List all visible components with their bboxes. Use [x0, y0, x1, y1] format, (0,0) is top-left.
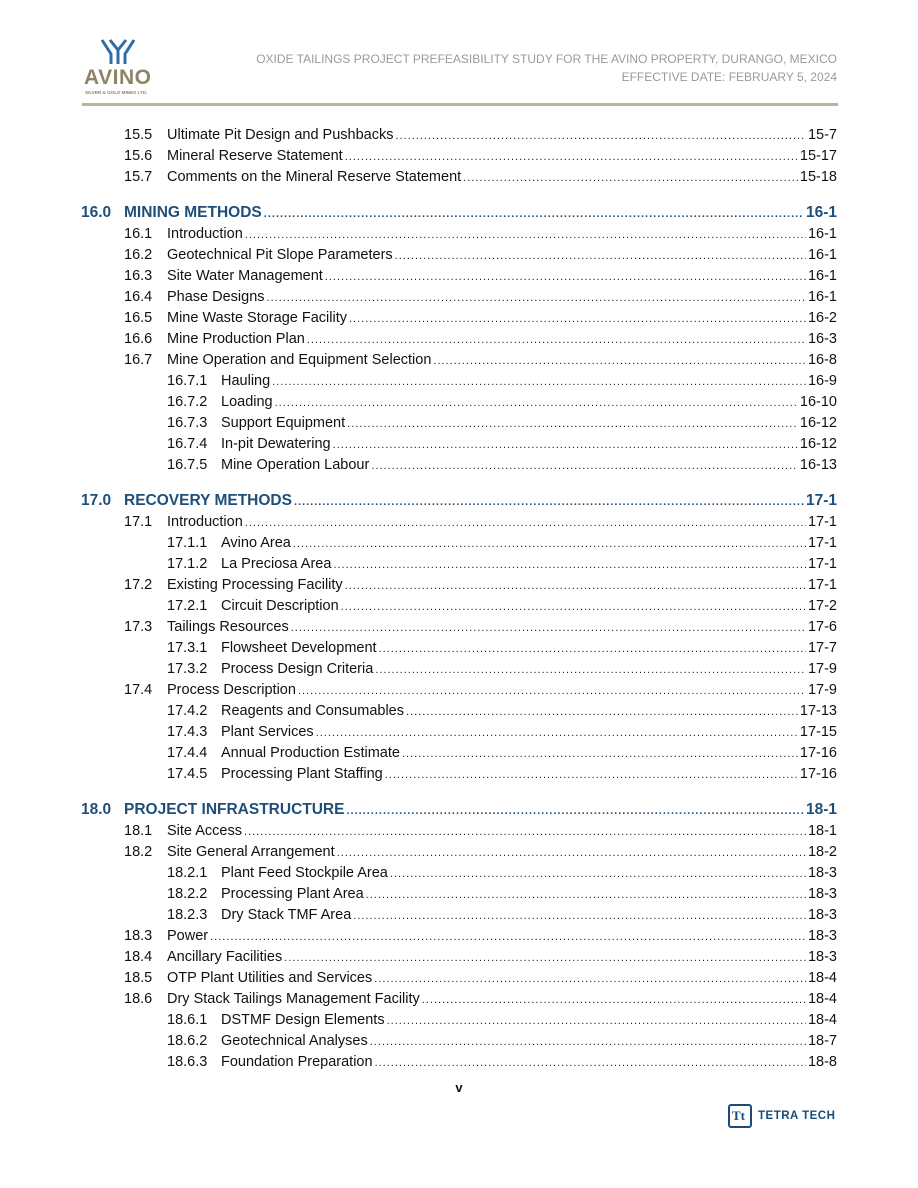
- toc-entry[interactable]: [124, 352, 837, 372]
- toc-section-title: Support Equipment: [221, 415, 346, 431]
- toc-entry[interactable]: [124, 682, 837, 702]
- toc-section-number: 16.3: [124, 268, 153, 284]
- toc-section-number: 18.2: [124, 844, 153, 860]
- toc-page-number: 16-1: [807, 268, 837, 284]
- toc-entry[interactable]: [167, 457, 837, 477]
- toc-dot-leader: [245, 517, 806, 529]
- toc-dot-leader: [245, 229, 806, 241]
- toc-section-number: 15.6: [124, 148, 153, 164]
- toc-page-number: 18-4: [807, 970, 837, 986]
- toc-dot-leader: [333, 559, 806, 571]
- toc-entry[interactable]: [167, 1012, 837, 1032]
- toc-section-title: Loading: [221, 394, 273, 410]
- toc-entry[interactable]: [167, 1054, 837, 1074]
- toc-section-title: Circuit Description: [221, 598, 339, 614]
- toc-entry[interactable]: [167, 1033, 837, 1053]
- toc-section-number: 17.4: [124, 682, 153, 698]
- toc-page-number: 16-12: [799, 415, 837, 431]
- toc-page-number: 17-1: [807, 577, 837, 593]
- toc-entry[interactable]: [124, 169, 837, 189]
- toc-dot-leader: [346, 805, 804, 817]
- toc-dot-leader: [353, 910, 806, 922]
- toc-entry[interactable]: [124, 247, 837, 267]
- toc-section-number: 16.4: [124, 289, 153, 305]
- avino-emblem-icon: [98, 38, 138, 68]
- toc-page-number: 16-1: [805, 204, 837, 221]
- toc-page-number: 18-8: [807, 1054, 837, 1070]
- toc-page-number: 17-1: [807, 514, 837, 530]
- toc-dot-leader: [366, 889, 806, 901]
- toc-dot-leader: [395, 130, 805, 142]
- toc-section-title: Site Access: [167, 823, 242, 839]
- toc-entry[interactable]: [167, 724, 837, 744]
- toc-section-number: 16.7.1: [167, 373, 208, 389]
- toc-section-title: Hauling: [221, 373, 271, 389]
- toc-dot-leader: [370, 1036, 806, 1048]
- toc-section-number: 18.1: [124, 823, 153, 839]
- toc-dot-leader: [294, 496, 804, 508]
- toc-section-title: Comments on the Mineral Reserve Statement: [167, 169, 462, 185]
- toc-entry[interactable]: [167, 661, 837, 681]
- toc-dot-leader: [267, 292, 806, 304]
- toc-section-number: 18.6: [124, 991, 153, 1007]
- logo-wordmark: AVINO: [84, 66, 152, 89]
- toc-dot-leader: [422, 994, 806, 1006]
- toc-section-number: 16.7.4: [167, 436, 208, 452]
- tetra-tech-mark-icon: Tt: [728, 1104, 752, 1128]
- toc-entry[interactable]: [124, 991, 837, 1011]
- toc-entry[interactable]: [167, 394, 837, 414]
- toc-dot-leader: [244, 826, 806, 838]
- toc-page-number: 18-3: [807, 907, 837, 923]
- toc-page-number: 18-1: [805, 801, 837, 818]
- toc-dot-leader: [284, 952, 806, 964]
- toc-section-title: DSTMF Design Elements: [221, 1012, 385, 1028]
- toc-dot-leader: [298, 685, 806, 697]
- toc-dot-leader: [291, 622, 806, 634]
- company-name: TETRA TECH: [758, 1110, 836, 1122]
- toc-section-number: 16.0: [81, 204, 112, 221]
- toc-dot-leader: [349, 313, 806, 325]
- toc-page-number: 16-1: [807, 247, 837, 263]
- toc-section-title: Dry Stack Tailings Management Facility: [167, 991, 420, 1007]
- toc-page-number: 18-3: [807, 928, 837, 944]
- toc-section-number: 17.3: [124, 619, 153, 635]
- toc-entry[interactable]: [167, 766, 837, 786]
- toc-section-number: 15.5: [124, 127, 153, 143]
- toc-section-number: 17.3.2: [167, 661, 208, 677]
- toc-section-number: 18.4: [124, 949, 153, 965]
- toc-entry[interactable]: [124, 268, 837, 288]
- toc-page-number: 16-2: [807, 310, 837, 326]
- toc-dot-leader: [210, 931, 806, 943]
- toc-entry[interactable]: [167, 415, 837, 435]
- toc-section-title: Ultimate Pit Design and Pushbacks: [167, 127, 394, 143]
- toc-entry[interactable]: [124, 619, 837, 639]
- toc-section-number: 18.0: [81, 801, 112, 818]
- toc-dot-leader: [375, 664, 806, 676]
- toc-section-number: 16.7.2: [167, 394, 208, 410]
- toc-section-title: In-pit Dewatering: [221, 436, 331, 452]
- toc-entry[interactable]: [124, 949, 837, 969]
- toc-entry[interactable]: [167, 598, 837, 618]
- toc-dot-leader: [275, 397, 798, 409]
- toc-page-number: 15-18: [799, 169, 837, 185]
- toc-dot-leader: [347, 418, 798, 430]
- toc-section-number: 17.4.3: [167, 724, 208, 740]
- toc-section-title: Mineral Reserve Statement: [167, 148, 343, 164]
- toc-section-title: Processing Plant Staffing: [221, 766, 383, 782]
- toc-page-number: 15-17: [799, 148, 837, 164]
- toc-section-title: Ancillary Facilities: [167, 949, 283, 965]
- toc-section-number: 18.6.3: [167, 1054, 208, 1070]
- toc-page-number: 17-9: [807, 661, 837, 677]
- toc-section-title: RECOVERY METHODS: [124, 492, 292, 509]
- toc-chapter-entry[interactable]: [81, 492, 837, 512]
- toc-entry[interactable]: [167, 907, 837, 927]
- toc-page-number: 16-1: [807, 226, 837, 242]
- toc-dot-leader: [341, 601, 806, 613]
- toc-page-number: 16-8: [807, 352, 837, 368]
- toc-dot-leader: [325, 271, 806, 283]
- toc-section-title: Phase Designs: [167, 289, 265, 305]
- toc-entry[interactable]: [124, 148, 837, 168]
- toc-entry[interactable]: [167, 436, 837, 456]
- toc-section-number: 16.2: [124, 247, 153, 263]
- toc-dot-leader: [333, 439, 798, 451]
- toc-section-number: 17.4.4: [167, 745, 208, 761]
- toc-section-title: Tailings Resources: [167, 619, 289, 635]
- toc-dot-leader: [337, 847, 806, 859]
- toc-section-title: La Preciosa Area: [221, 556, 332, 572]
- header-rule: [82, 103, 838, 106]
- toc-chapter-entry[interactable]: [81, 801, 837, 821]
- toc-dot-leader: [371, 460, 798, 472]
- toc-entry[interactable]: [167, 886, 837, 906]
- toc-entry[interactable]: [167, 745, 837, 765]
- page-number: v: [455, 1080, 463, 1095]
- toc-section-title: Process Description: [167, 682, 296, 698]
- toc-entry[interactable]: [124, 577, 837, 597]
- toc-dot-leader: [385, 769, 798, 781]
- toc-entry[interactable]: [124, 331, 837, 351]
- toc-page-number: 17-1: [807, 535, 837, 551]
- document-title: OXIDE TAILINGS PROJECT PREFEASIBILITY STUDY FOR THE AVINO PROPERTY, DURANGO, MEXICO: [256, 52, 837, 66]
- toc-entry[interactable]: [124, 844, 837, 864]
- toc-section-title: Introduction: [167, 514, 243, 530]
- toc-section-number: 17.2: [124, 577, 153, 593]
- toc-section-number: 17.1.2: [167, 556, 208, 572]
- toc-section-title: Foundation Preparation: [221, 1054, 373, 1070]
- toc-dot-leader: [390, 868, 806, 880]
- toc-page-number: 16-3: [807, 331, 837, 347]
- toc-dot-leader: [272, 376, 806, 388]
- toc-page-number: 17-16: [799, 745, 837, 761]
- toc-page-number: 18-4: [807, 1012, 837, 1028]
- toc-entry[interactable]: [124, 289, 837, 309]
- toc-section-number: 16.5: [124, 310, 153, 326]
- toc-section-title: Introduction: [167, 226, 243, 242]
- toc-page-number: 17-1: [807, 556, 837, 572]
- toc-page-number: 16-13: [799, 457, 837, 473]
- toc-page-number: 16-12: [799, 436, 837, 452]
- toc-section-number: 17.0: [81, 492, 112, 509]
- toc-dot-leader: [406, 706, 798, 718]
- toc-page-number: 17-16: [799, 766, 837, 782]
- toc-dot-leader: [433, 355, 806, 367]
- toc-dot-leader: [379, 643, 806, 655]
- toc-section-number: 18.2.1: [167, 865, 208, 881]
- toc-page-number: 17-9: [807, 682, 837, 698]
- toc-section-title: Geotechnical Pit Slope Parameters: [167, 247, 393, 263]
- toc-entry[interactable]: [124, 823, 837, 843]
- toc-page-number: 17-6: [807, 619, 837, 635]
- toc-page-number: 18-1: [807, 823, 837, 839]
- toc-page-number: 15-7: [807, 127, 837, 143]
- logo-tagline: SILVER & GOLD MINES LTD.: [85, 90, 148, 95]
- toc-entry[interactable]: [167, 373, 837, 393]
- toc-entry[interactable]: [167, 703, 837, 723]
- toc-section-title: OTP Plant Utilities and Services: [167, 970, 373, 986]
- toc-dot-leader: [264, 208, 804, 220]
- toc-section-title: Mine Production Plan: [167, 331, 305, 347]
- toc-section-number: 18.6.2: [167, 1033, 208, 1049]
- toc-dot-leader: [402, 748, 798, 760]
- avino-logo: [84, 38, 154, 98]
- toc-section-title: MINING METHODS: [124, 204, 262, 221]
- toc-dot-leader: [345, 151, 798, 163]
- toc-entry[interactable]: [124, 310, 837, 330]
- toc-section-title: Site Water Management: [167, 268, 323, 284]
- toc-dot-leader: [307, 334, 806, 346]
- toc-section-number: 16.7.3: [167, 415, 208, 431]
- toc-section-title: Mine Operation and Equipment Selection: [167, 352, 432, 368]
- toc-section-title: Mine Operation Labour: [221, 457, 370, 473]
- toc-page-number: 18-7: [807, 1033, 837, 1049]
- toc-dot-leader: [374, 973, 806, 985]
- toc-page-number: 16-10: [799, 394, 837, 410]
- toc-entry[interactable]: [124, 226, 837, 246]
- effective-date: EFFECTIVE DATE: FEBRUARY 5, 2024: [621, 70, 837, 84]
- toc-page-number: 17-15: [799, 724, 837, 740]
- toc-section-number: 16.1: [124, 226, 153, 242]
- toc-page-number: 17-2: [807, 598, 837, 614]
- toc-section-number: 18.3: [124, 928, 153, 944]
- toc-page-number: 18-3: [807, 949, 837, 965]
- toc-section-title: Process Design Criteria: [221, 661, 374, 677]
- toc-section-title: Geotechnical Analyses: [221, 1033, 368, 1049]
- toc-entry[interactable]: [167, 556, 837, 576]
- toc-section-number: 17.2.1: [167, 598, 208, 614]
- toc-entry[interactable]: [167, 640, 837, 660]
- toc-entry[interactable]: [124, 970, 837, 990]
- toc-section-title: Site General Arrangement: [167, 844, 335, 860]
- toc-dot-leader: [293, 538, 806, 550]
- toc-entry[interactable]: [167, 865, 837, 885]
- toc-page-number: 16-9: [807, 373, 837, 389]
- toc-section-number: 15.7: [124, 169, 153, 185]
- toc-section-number: 17.4.2: [167, 703, 208, 719]
- toc-entry[interactable]: [124, 928, 837, 948]
- toc-section-title: Power: [167, 928, 209, 944]
- toc-section-number: 16.6: [124, 331, 153, 347]
- toc-entry[interactable]: [167, 535, 837, 555]
- toc-section-title: Processing Plant Area: [221, 886, 364, 902]
- toc-section-number: 17.4.5: [167, 766, 208, 782]
- toc-section-number: 18.5: [124, 970, 153, 986]
- toc-section-title: Annual Production Estimate: [221, 745, 400, 761]
- toc-dot-leader: [345, 580, 806, 592]
- toc-section-number: 18.2.3: [167, 907, 208, 923]
- toc-section-title: Avino Area: [221, 535, 291, 551]
- toc-section-number: 16.7.5: [167, 457, 208, 473]
- toc-section-title: Reagents and Consumables: [221, 703, 404, 719]
- toc-page-number: 16-1: [807, 289, 837, 305]
- toc-section-title: Dry Stack TMF Area: [221, 907, 352, 923]
- toc-section-number: 18.2.2: [167, 886, 208, 902]
- toc-page-number: 17-13: [799, 703, 837, 719]
- toc-dot-leader: [375, 1057, 806, 1069]
- toc-dot-leader: [387, 1015, 806, 1027]
- toc-page-number: 17-1: [805, 492, 837, 509]
- toc-page-number: 18-3: [807, 886, 837, 902]
- toc-page-number: 17-7: [807, 640, 837, 656]
- toc-section-title: PROJECT INFRASTRUCTURE: [124, 801, 345, 818]
- toc-entry[interactable]: [124, 514, 837, 534]
- toc-entry[interactable]: [124, 127, 837, 147]
- toc-dot-leader: [463, 172, 798, 184]
- toc-section-title: Flowsheet Development: [221, 640, 377, 656]
- toc-section-title: Mine Waste Storage Facility: [167, 310, 347, 326]
- toc-section-number: 17.1: [124, 514, 153, 530]
- toc-page-number: 18-4: [807, 991, 837, 1007]
- toc-dot-leader: [395, 250, 806, 262]
- toc-dot-leader: [316, 727, 798, 739]
- toc-section-number: 17.1.1: [167, 535, 208, 551]
- toc-chapter-entry[interactable]: [81, 204, 837, 224]
- toc-section-title: Existing Processing Facility: [167, 577, 343, 593]
- toc-section-number: 16.7: [124, 352, 153, 368]
- toc-page-number: 18-3: [807, 865, 837, 881]
- toc-section-number: 18.6.1: [167, 1012, 208, 1028]
- toc-section-number: 17.3.1: [167, 640, 208, 656]
- toc-section-title: Plant Feed Stockpile Area: [221, 865, 388, 881]
- toc-page-number: 18-2: [807, 844, 837, 860]
- tetra-tech-logo: [728, 1104, 835, 1128]
- toc-section-title: Plant Services: [221, 724, 314, 740]
